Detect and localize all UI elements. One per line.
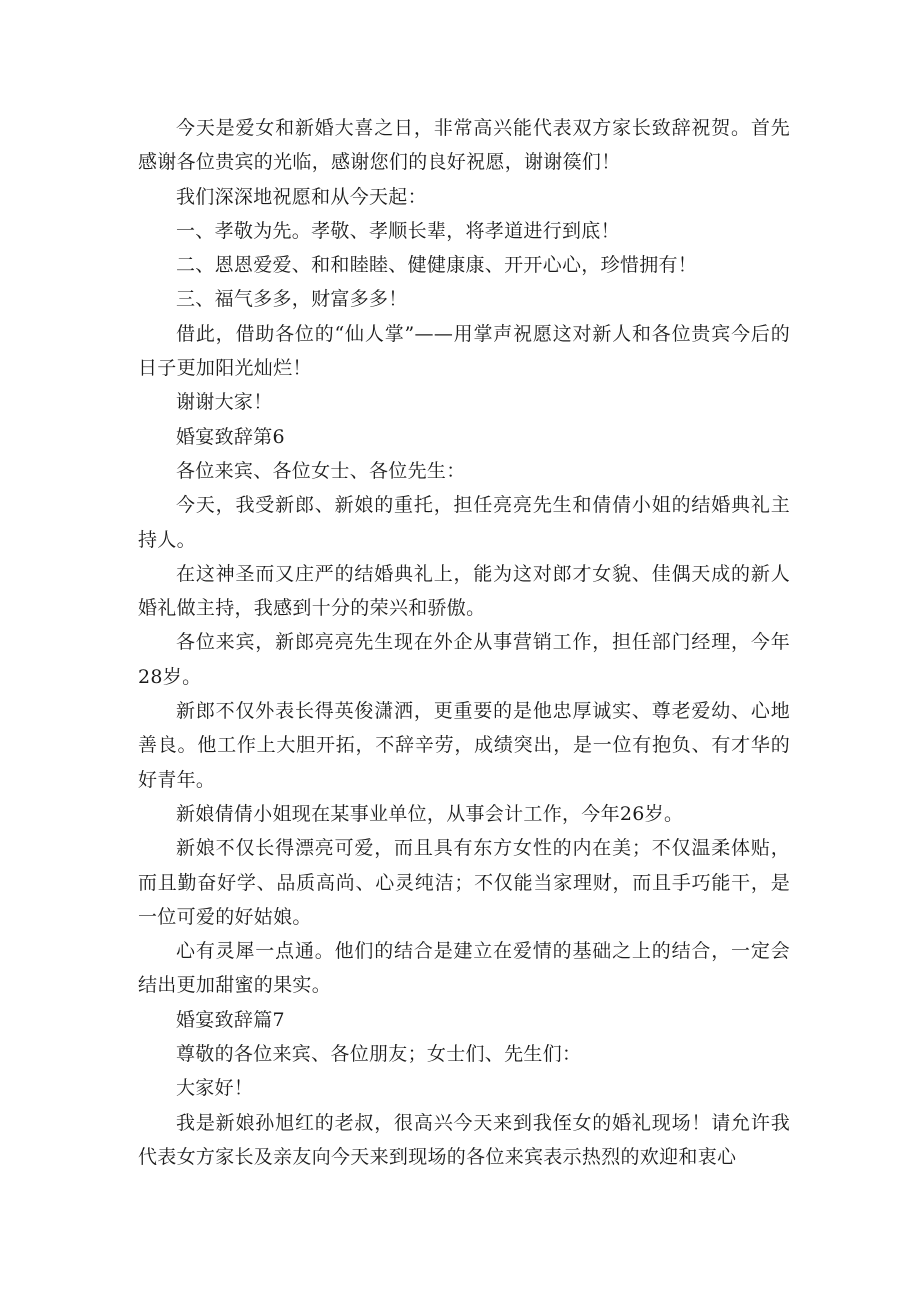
paragraph: 今天是爱女和新婚大喜之日，非常高兴能代表双方家长致辞祝贺。首先感谢各位贵宾的光临，感谢您们的良好祝愿，谢谢篌们！	[138, 117, 790, 174]
paragraph: 三、福气多多，财富多多！	[176, 288, 408, 311]
paragraph: 谢谢大家！	[176, 391, 273, 414]
paragraph: 大家好！	[176, 1077, 254, 1100]
section-heading: 婚宴致辞第6	[176, 425, 285, 448]
paragraph: 新娘不仅长得漂亮可爱，而且具有东方女性的内在美；不仅温柔体贴，而且勤奋好学、品质高尚、心灵纯洁；不仅能当家理财，而且手巧能干，是一位可爱的好姑娘。	[138, 837, 790, 928]
paragraph: 今天，我受新郎、新娘的重托，担任亮亮先生和倩倩小姐的结婚典礼主持人。	[138, 494, 790, 551]
paragraph: 一、孝敬为先。孝敬、孝顺长辈，将孝道进行到底！	[176, 219, 620, 242]
paragraph: 心有灵犀一点通。他们的结合是建立在爱情的基础之上的结合，一定会结出更加甜蜜的果实。	[138, 940, 790, 997]
paragraph: 新娘倩倩小姐现在某事业单位，从事会计工作，今年26岁。	[176, 802, 684, 825]
paragraph: 二、恩恩爱爱、和和睦睦、健健康康、开开心心，珍惜拥有！	[176, 254, 698, 277]
paragraph: 尊敬的各位来宾、各位朋友；女士们、先生们：	[176, 1043, 582, 1066]
paragraph: 我们深深地祝愿和从今天起：	[176, 185, 427, 208]
paragraph: 各位来宾、各位女士、各位先生：	[176, 459, 466, 482]
paragraph: 在这神圣而又庄严的结婚典礼上，能为这对郎才女貌、佳偶天成的新人婚礼做主持，我感到十分的荣兴和骄傲。	[138, 562, 790, 620]
paragraph: 新郎不仅外表长得英俊潇洒，更重要的是他忠厚诚实、尊老爱幼、心地善良。他工作上大胆开拓，不辞辛劳，成绩突出，是一位有抱负、有才华的好青年。	[138, 700, 790, 791]
paragraph: 我是新娘孙旭红的老叔，很高兴今天来到我侄女的婚礼现场！请允许我代表女方家长及亲友向今天来到现场的各位来宾表示热烈的欢迎和衷心	[138, 1111, 790, 1168]
document-body	[138, 111, 790, 1174]
paragraph: 借此，借助各位的“仙人掌”——用掌声祝愿这对新人和各位贵宾今后的日子更加阳光灿烂！	[138, 322, 790, 380]
section-heading: 婚宴致辞篇7	[176, 1008, 285, 1031]
paragraph: 各位来宾，新郎亮亮先生现在外企从事营销工作，担任部门经理，今年28岁。	[138, 631, 790, 688]
